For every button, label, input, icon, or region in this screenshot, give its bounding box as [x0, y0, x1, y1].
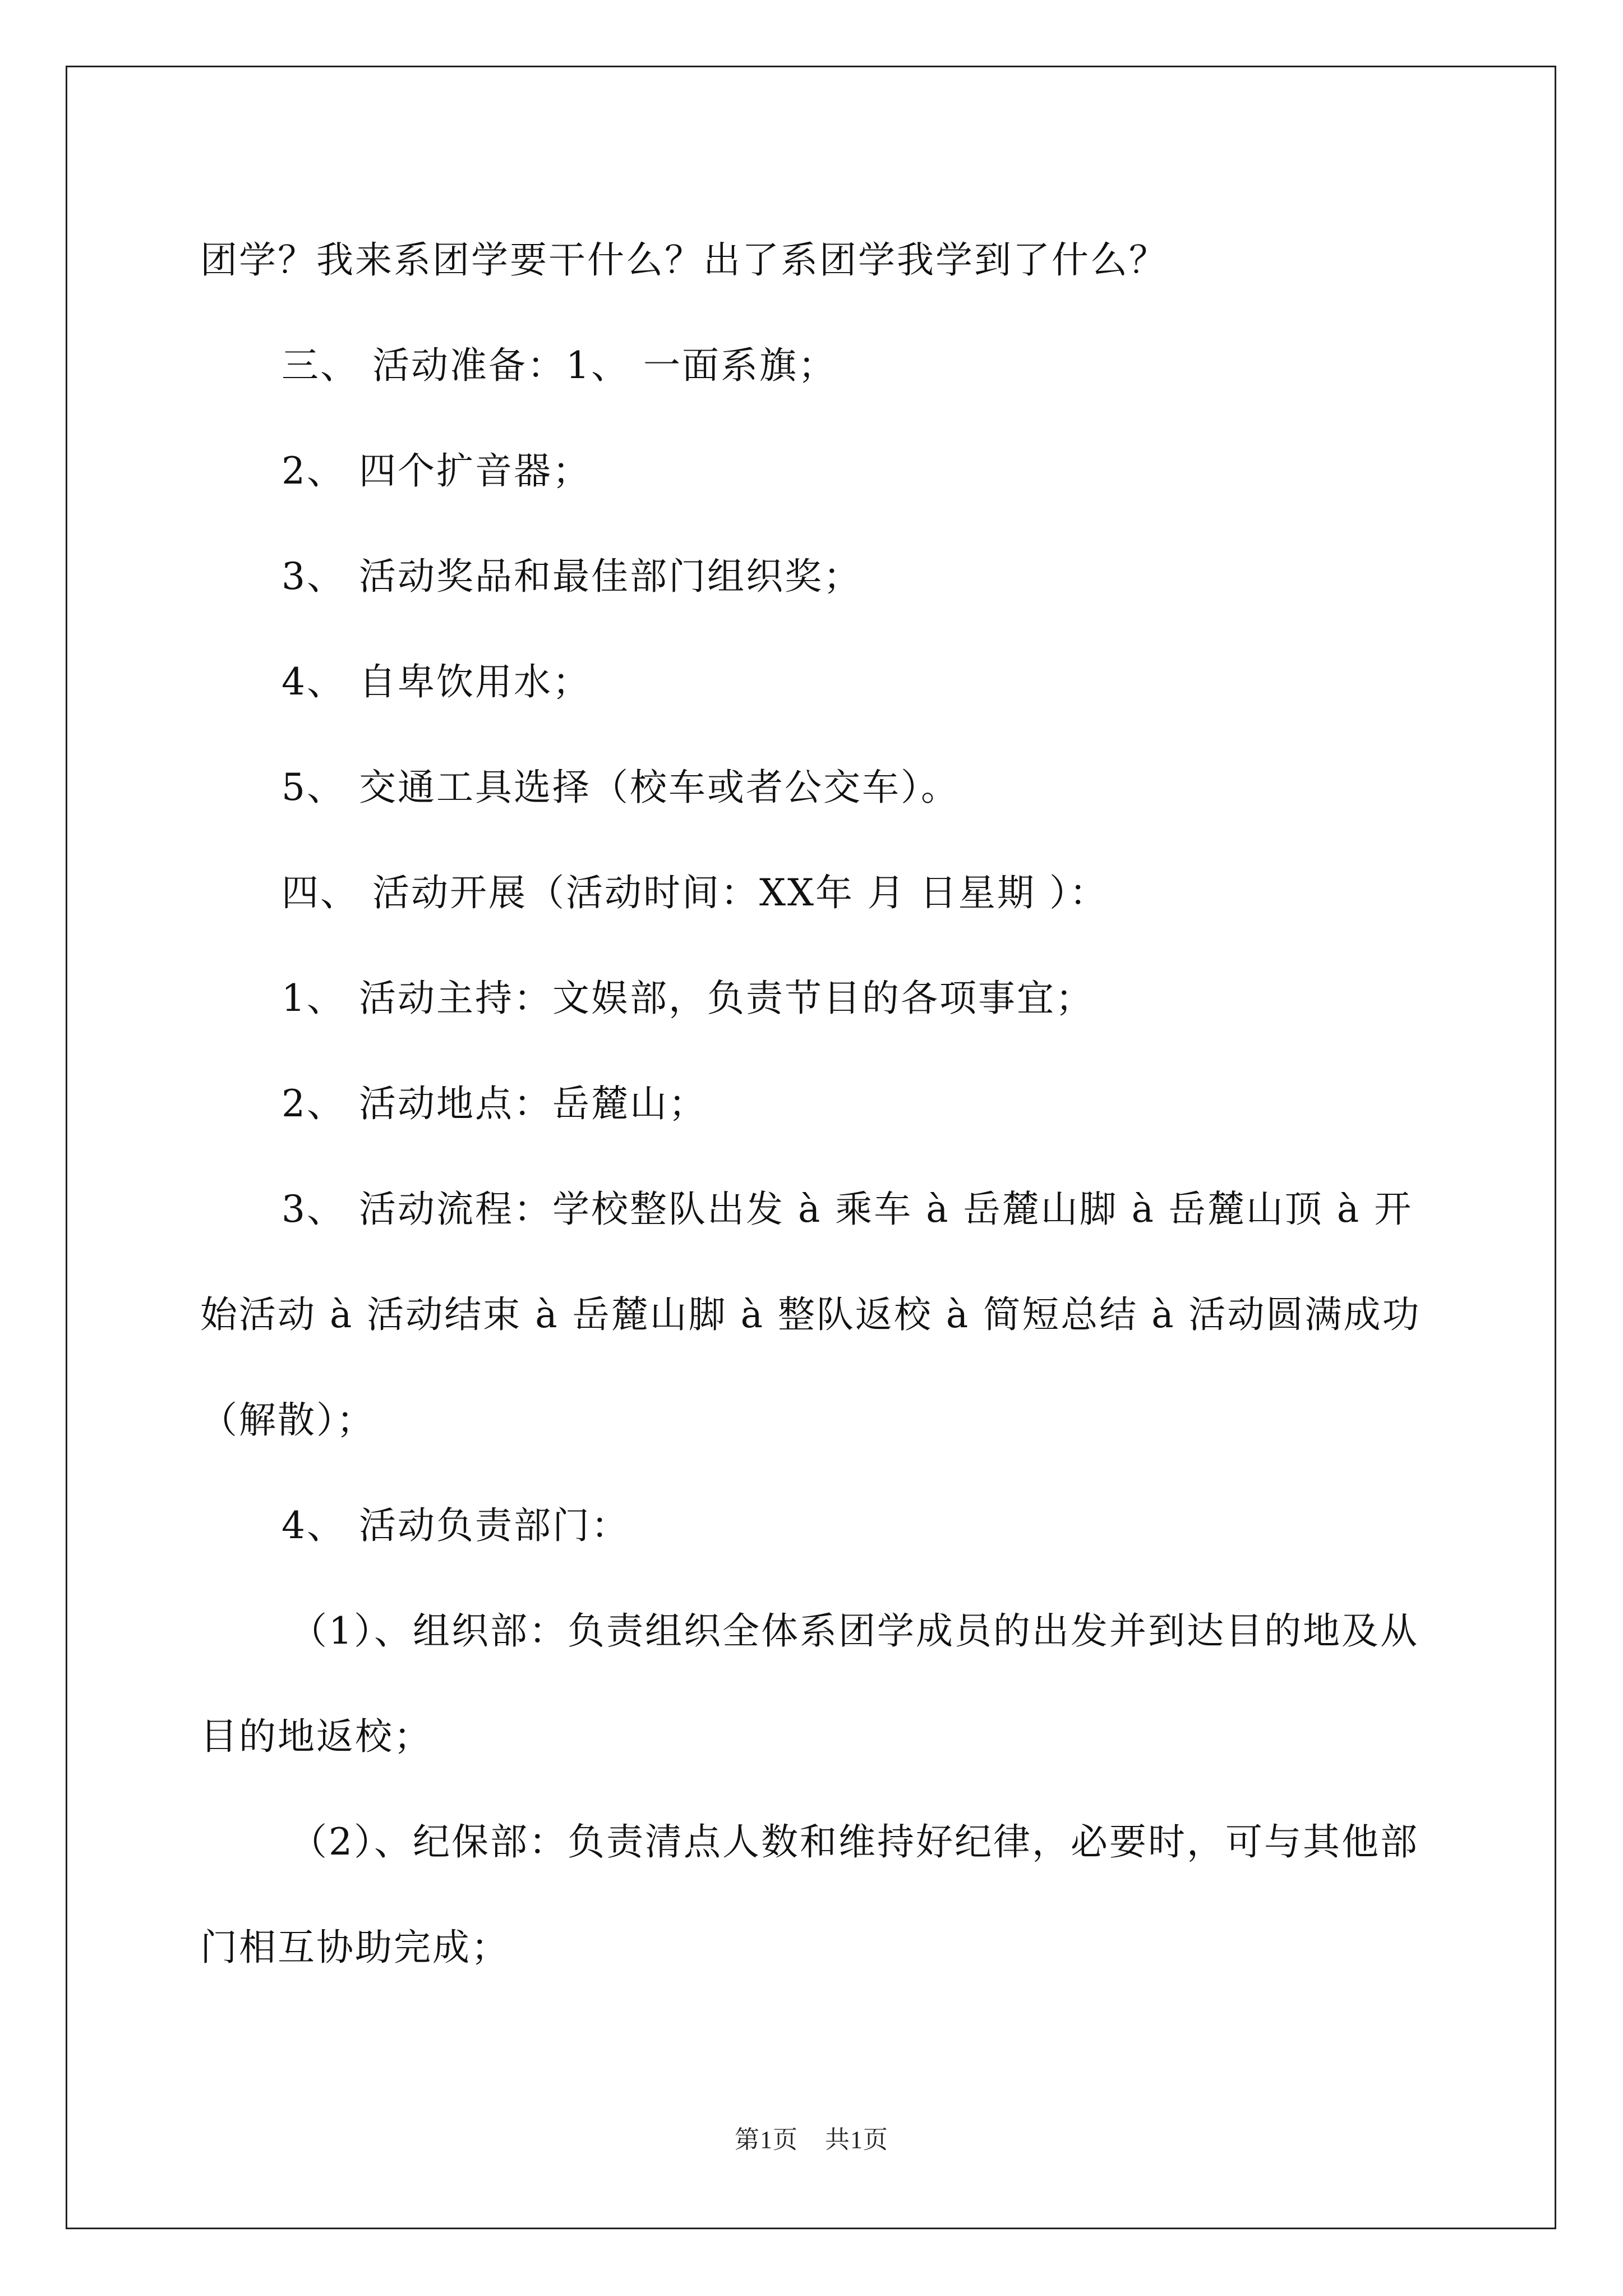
- page-number: 第1页: [735, 2126, 798, 2154]
- paragraph: 4、 自卑饮用水；: [282, 660, 591, 703]
- paragraph: 3、 活动流程：学校整队出发 à 乘车 à 岳麓山脚 à 岳麓山顶 à 开始活动 à 活动结束 à 岳麓山脚 à 整队返校 à 简短总结 à 活动圆满成功（解散）；: [200, 1188, 1421, 1442]
- paragraph: 团学？我来系团学要干什么？出了系团学我学到了什么？: [200, 238, 1168, 282]
- paragraph: 1、 活动主持：文娱部，负责节目的各项事宜；: [282, 977, 1094, 1020]
- paragraph: 三、 活动准备：1、 一面系旗；: [282, 344, 837, 387]
- document-body: [200, 208, 1428, 2000]
- paragraph: 四、 活动开展（活动时间：XX年 月 日星期 ）：: [282, 871, 1108, 914]
- paragraph: 2、 活动地点：岳麓山；: [282, 1082, 707, 1125]
- paragraph: （1）、组织部：负责组织全体系团学成员的出发并到达目的地及从目的地返校；: [200, 1609, 1419, 1758]
- paragraph: 4、 活动负责部门：: [282, 1504, 630, 1547]
- paragraph: 5、 交通工具选择（校车或者公交车）。: [282, 766, 960, 809]
- page-total: 共1页: [825, 2126, 888, 2154]
- page-footer: [0, 2119, 1623, 2155]
- paragraph: （2）、纪保部：负责清点人数和维持好纪律，必要时，可与其他部门相互协助完成；: [200, 1820, 1419, 1969]
- paragraph: 2、 四个扩音器；: [282, 449, 591, 493]
- paragraph: 3、 活动奖品和最佳部门组织奖；: [282, 555, 862, 598]
